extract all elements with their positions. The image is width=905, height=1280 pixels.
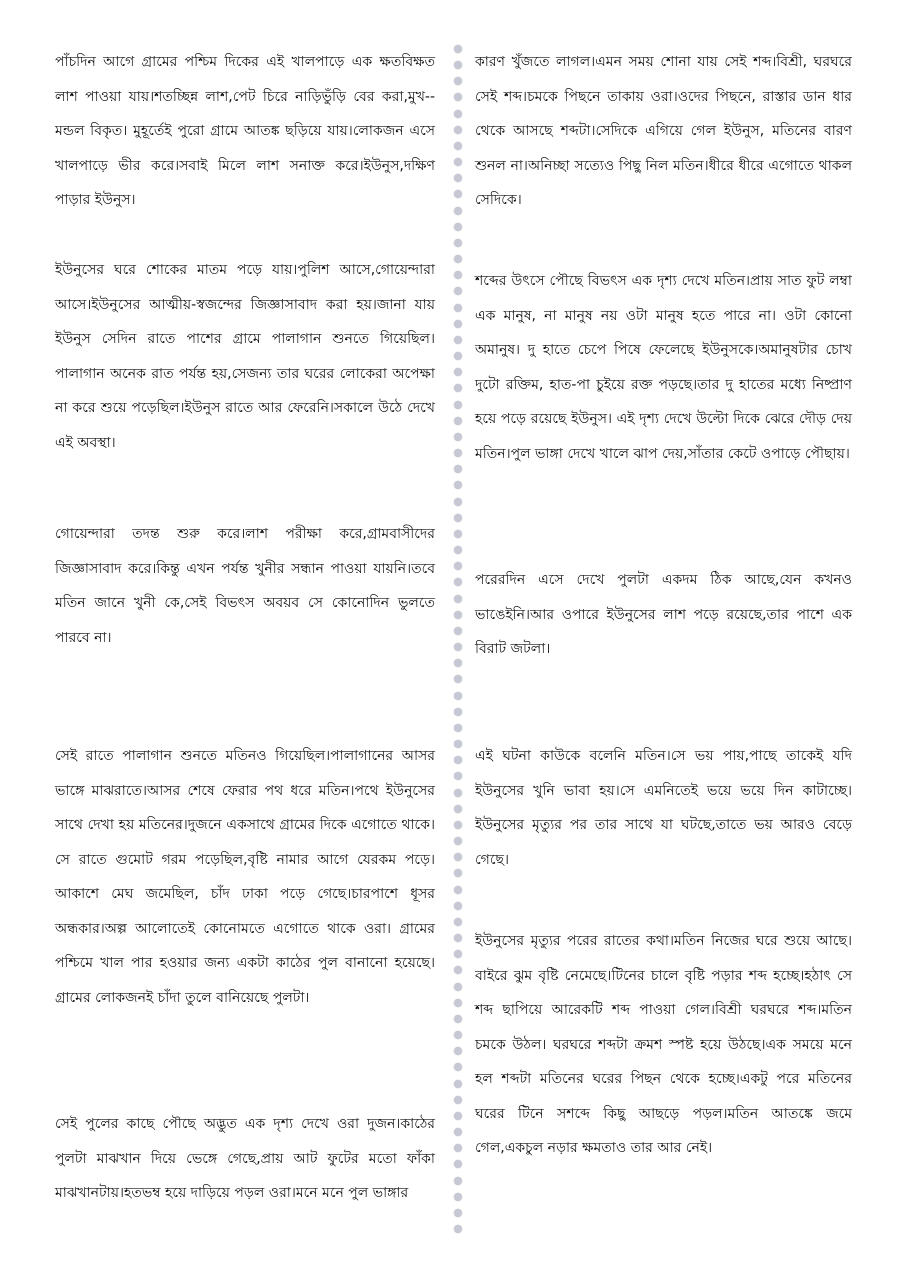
spine-dot	[454, 190, 462, 198]
spine-dot	[454, 45, 462, 53]
spine-dot	[454, 158, 462, 166]
spine-dot	[454, 934, 462, 942]
spine-dot	[454, 546, 462, 554]
paragraph-left-3: গোয়েন্দারা তদন্ত শুরু করে।লাশ পরীক্ষা করে,গ্রামবাসীদের জিজ্ঞাসাবাদ করে।কিন্তু এখন পর্যন্ত খুনীর সন্ধান পাওয়া যায়নি।তবে মতিন জানে খুনী কে,সেই বিভৎস অবয়ব সে কোনোদিন ভুলতে পারবে না।	[55, 526, 435, 646]
spine-dot	[454, 837, 462, 845]
spine-dot	[454, 1177, 462, 1185]
spine-dot	[454, 1015, 462, 1023]
spine-dot	[454, 1144, 462, 1152]
spine-dot	[454, 287, 462, 295]
spine-dot	[454, 433, 462, 441]
spine-dot	[454, 255, 462, 263]
paragraph-right-4: এই ঘটনা কাউকে বলেনি মতিন।সে ভয় পায়,পাছে তাকেই যদি ইউনুসের খুনি ভাবা হয়।সে এমনিতেই ভয়ে ভয়ে দিন কাটাচ্ছে।ইউনুসের মৃত্যুর পর তার সাথে যা ঘটছে,তাতে ভয় আরও বেড়ে গেছে।	[475, 748, 852, 868]
paragraph-right-5: ইউনুসের মৃত্যুর পরের রাতের কথা।মতিন নিজের ঘরে শুয়ে আছে।বাইরে ঝুম বৃষ্টি নেমেছে।টিনের চালে বৃষ্টি পড়ার শব্দ হচ্ছে।হঠাৎ সে শব্দ ছাপিয়ে আরেকটি শব্দ পাওয়া গেল।বিশ্রী ঘরঘরে শব্দ।মতিন চমকে উঠল। ঘরঘরে শব্দটা ক্রমশ স্পষ্ট হয়ে উঠছে।এক সময়ে মনে হল শব্দটা মতিনের ঘরের পিছন থেকে হচ্ছে।একটু পরে মতিনের ঘরের টিনে সশব্দে কিছু আছড়ে পড়ল।মতিন আতঙ্কে জমে গেল,একচুল নড়ার ক্ষমতাও তার আর নেই।	[475, 933, 852, 1156]
spine-dot	[454, 708, 462, 716]
spine-dot	[454, 368, 462, 376]
spine-dot	[454, 336, 462, 344]
spine-dot	[454, 869, 462, 877]
spine-dot	[454, 401, 462, 409]
spine-dot	[454, 239, 462, 247]
spine-dot	[454, 498, 462, 506]
spine-dot	[454, 530, 462, 538]
spine-dot	[454, 126, 462, 134]
spine-dot	[454, 481, 462, 489]
spine-dot	[454, 999, 462, 1007]
spine-dot	[454, 271, 462, 279]
spine-dot	[454, 1209, 462, 1217]
paragraph-left-4: সেই রাতে পালাগান শুনতে মতিনও গিয়েছিল।পালাগানের আসর ভাঙ্গে মাঝরাতে।আসর শেষে ফেরার পথ ধরে মতিন।পথে ইউনুসের সাথে দেখা হয় মতিনের।দুজনে একসাথে গ্রামের দিকে এগোতে থাকে।সে রাতে গুমোট গরম পড়েছিল,বৃষ্টি নামার আগে যেরকম পড়ে।আকাশে মেঘ জমেছিল, চাঁদ ঢাকা পড়ে গেছে।চারপাশে ধূসর অন্ধকার।অল্প আলোতেই কোনোমতে এগোতে থাকে ওরা। গ্রামের পশ্চিমে খাল পার হওয়ার জন্য একটা কাঠের পুল বানানো হয়েছে।গ্রামের লোকজনই চাঁদা তুলে বানিয়েছে পুলটা।	[55, 748, 435, 1006]
spine-dot	[454, 174, 462, 182]
spine-dot	[454, 740, 462, 748]
spine-dot	[454, 1225, 462, 1233]
spine-dot	[454, 1047, 462, 1055]
spine-dot	[454, 643, 462, 651]
spine-dot	[454, 1128, 462, 1136]
notebook-spine-dots	[451, 45, 465, 1245]
spine-dot	[454, 659, 462, 667]
spine-dot	[454, 724, 462, 732]
spine-dot	[454, 983, 462, 991]
spine-dot	[454, 821, 462, 829]
spine-dot	[454, 950, 462, 958]
spine-dot	[454, 1063, 462, 1071]
spine-dot	[454, 966, 462, 974]
spine-dot	[454, 902, 462, 910]
spine-dot	[454, 93, 462, 101]
paragraph-left-1: পাঁচদিন আগে গ্রামের পশ্চিম দিকের এই খালপাড়ে এক ক্ষতবিক্ষত লাশ পাওয়া যায়।শতচ্ছিন্ন লাশ,পেট চিরে নাড়িভুঁড়ি বের করা,মুখ--মন্ডল বিকৃত। মুহূর্তেই পুরো গ্রামে আতঙ্ক ছড়িয়ে যায়।লোকজন এসে খালপাড়ে ভীর করে।সবাই মিলে লাশ সনাক্ত করে।ইউনুস,দক্ষিণ পাড়ার ইউনুস।	[55, 54, 435, 208]
spine-dot	[454, 1080, 462, 1088]
spine-dot	[454, 918, 462, 926]
spine-dot	[454, 627, 462, 635]
spine-dot	[454, 1160, 462, 1168]
spine-dot	[454, 110, 462, 118]
spine-dot	[454, 692, 462, 700]
spine-dot	[454, 805, 462, 813]
paragraph-left-2: ইউনুসের ঘরে শোকের মাতম পড়ে যায়।পুলিশ আসে,গোয়েন্দারা আসে।ইউনুসের আত্মীয়-স্বজন্দের জিজ্ঞাসাবাদ করা হয়।জানা যায় ইউনুস সেদিন রাতে পাশের গ্রামে পালাগান শুনতে গিয়েছিল।পালাগান অনেক রাত পর্যন্ত হয়,সেজন্য তার ঘরের লোকেরা অপেক্ষা না করে শুয়ে পড়েছিল।ইউনুস রাতে আর ফেরেনি।সকালে উঠে দেখে এই অবস্থা।	[55, 262, 435, 451]
spine-dot	[454, 1096, 462, 1104]
spine-dot	[454, 1031, 462, 1039]
spine-dot	[454, 320, 462, 328]
spine-dot	[454, 384, 462, 392]
paragraph-right-3: পরেরদিন এসে দেখে পুলটা একদম ঠিক আছে,যেন কখনও ভাঙেইনি।আর ওপারে ইউনুসের লাশ পড়ে রয়েছে,তার পাশে এক বিরাট জটলা।	[475, 572, 852, 657]
spine-dot	[454, 1112, 462, 1120]
spine-dot	[454, 77, 462, 85]
paragraph-left-5: সেই পুলের কাছে পৌছে অদ্ভুত এক দৃশ্য দেখে ওরা দুজন।কাঠের পুলটা মাঝখান দিয়ে ভেঙ্গে গেছে,প্রায় আট ফুটের মতো ফাঁকা মাঝখানটায়।হতভম্ব হয়ে দাড়িয়ে পড়ল ওরা।মনে মনে পুল ভাঙ্গার	[55, 1116, 435, 1201]
spine-dot	[454, 886, 462, 894]
spine-dot	[454, 772, 462, 780]
spine-dot	[454, 417, 462, 425]
spine-dot	[454, 207, 462, 215]
paragraph-right-1: কারণ খুঁজতে লাগল।এমন সময় শোনা যায় সেই শব্দ।বিশ্রী, ঘরঘরে সেই শব্দ।চমকে পিছনে তাকায় ওরা।ওদের পিছনে, রাস্তার ডান ধার থেকে আসছে শব্দটা।সেদিকে এগিয়ে গেল ইউনুস, মতিনের বারণ শুনল না।অনিচ্ছা সত্যেও পিছু নিল মতিন।ধীরে ধীরে এগোতে থাকল সেদিকে।	[475, 54, 852, 208]
spine-dot	[454, 304, 462, 312]
spine-dot	[454, 514, 462, 522]
spine-dot	[454, 449, 462, 457]
spine-dot	[454, 61, 462, 69]
spine-dot	[454, 611, 462, 619]
spine-dot	[454, 562, 462, 570]
spine-dot	[454, 853, 462, 861]
spine-dot	[454, 465, 462, 473]
spine-dot	[454, 352, 462, 360]
spine-dot	[454, 578, 462, 586]
spine-dot	[454, 142, 462, 150]
spine-dot	[454, 223, 462, 231]
spine-dot	[454, 675, 462, 683]
spine-dot	[454, 789, 462, 797]
spine-dot	[454, 756, 462, 764]
spine-dot	[454, 595, 462, 603]
paragraph-right-2: শব্দের উৎসে পৌছে বিভৎস এক দৃশ্য দেখে মতিন।প্রায় সাত ফুট লম্বা এক মানুষ, না মানুষ নয় ওটা মানুষ হতে পারে না। ওটা কোনো অমানুষ। দু হাতে চেপে পিষে ফেলেছে ইউনুসকে।অমানুষটার চোখ দুটো রক্তিম, হাত-পা চুইয়ে রক্ত পড়ছে।তার দু হাতের মধ্যে নিষ্প্রাণ হয়ে পড়ে রয়েছে ইউনুস। এই দৃশ্য দেখে উল্টো দিকে ঝেরে দৌড় দেয় মতিন।পুল ভাঙ্গা দেখে খালে ঝাপ দেয়,সাঁতার কেটে ওপাড়ে পৌছায়।	[475, 273, 852, 462]
spine-dot	[454, 1193, 462, 1201]
